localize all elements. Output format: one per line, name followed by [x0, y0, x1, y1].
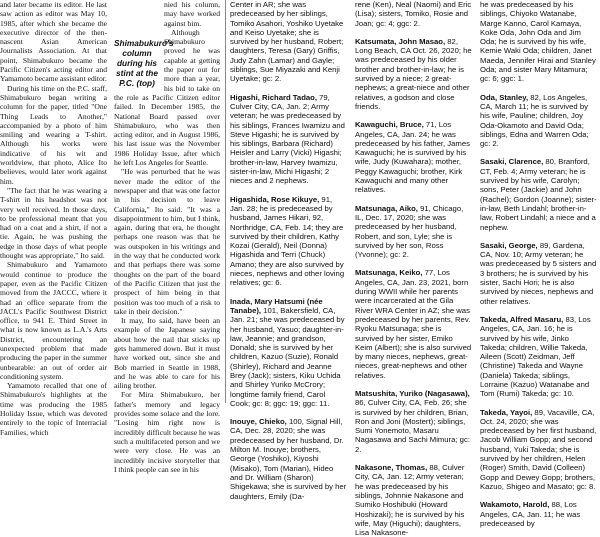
obituary-text: 82, Los Angeles, CA, March 11; he is survived by his wife, Pauline; children, Joy Oda-Okamoto and David Oda; siblings, Edna and Warren Oda; gc: 2.	[480, 92, 589, 149]
obituary-name: Kawaguchi, Bruce,	[355, 120, 424, 130]
photo-caption: Shimabukuro's column during his stint at the P.C. (top)	[114, 38, 174, 88]
obituary-column-1	[230, 0, 347, 501]
obituary-entry	[230, 0, 347, 84]
column-divider	[225, 0, 226, 403]
obituary-entry	[480, 157, 597, 231]
obituary-text: 83, Los Angeles, CA, Jan. 16; he is survived by his wife, Jinko Takeda; children, Willie Takeda, Aileen (Scott) Zeidman, Jeff (Christine) Takeda and Wayne (Daniela) Takeda; siblings, Lorraine (Kazuo) Watanabe and Tom (Rumi) Takeda; gc: 10.	[480, 314, 591, 399]
obituary-text: 89, Vacaville, CA, Oct. 24, 2020; she was predeceased by her first husband, Jacob William Gopp; and second husband, Yuki Takeda; she is survived by her children, Helen (Roger) Smith, David (Colleen) Gopp and Dewey Gopp; brothers, Kazuo, Shigeo and Masato; gc: 8.	[480, 407, 597, 491]
obituary-name: Katsumata, John Masao,	[355, 36, 446, 46]
story-paragraph: It may, Ito said, have been an example of the Japanese saying about how the nail that sticks up gets hammered down. But it must have worked out, since she and Bob married in Seattle in 1988, and he was able to care for his ailing brother.	[114, 316, 220, 391]
obituary-entry	[230, 417, 347, 501]
obituary-text: 91, Jan. 28; he is predeceased by husband, James Hikari, 92, Northridge, CA, Feb. 14; they are survived by their children, Kathy Kozai (Gerald), Neil (Donna) Higashida and Terri (Chuck) Amano; they are also survived by nieces, nephews and other loving relatives; gc: 6.	[230, 194, 345, 288]
story-paragraph: "He was perturbed that he was never made the editor of the newspaper and that was one factor in his decision to leave California," Ito said. "It was a disappointment to him, but I think, again, during that era, he thought perhaps one reason was that he was outspoken in his writings and in the way that he conducted work and that perhaps there was some thoughts on the part of the board of the Pacific Citizen that just the prospect of him being in that position was too much of a risk to take in their decision."	[114, 167, 220, 316]
obituary-name: Higashi, Richard Tadao,	[230, 92, 317, 102]
story-paragraph: Yamamoto recalled that one of Shimabukuro's highlights at the time was producing the 1985 Holiday Issue, which was devoted entirely to the topic of Interracial Families, which	[0, 381, 107, 437]
obituary-entry	[480, 241, 597, 306]
obituary-entry	[355, 0, 472, 28]
story-paragraph: For Mira Shimabukuro, her father's memory and legacy provides some solace and the lore. "Losing him right now is incredibly difficult because he was such a multifaceted person and we were very close. He was an incredibly incisive storyteller that I think people can see in his	[114, 390, 220, 474]
obituary-text: 80, Branford, CT, Feb. 4; Army veteran; he is survived by his wife, Carolyn; sons, Peter (Jackie) and John (Rachel); Gordon (Joanne); sister-in-law, Beth Lindahl; brother-in-law, Robert Lindahl; a niece and a nephew.	[480, 157, 597, 232]
story-paragraph: "The fact that he was wearing a T-shirt in his headshot was not very well received. In those days, to be professional meant that you had on a coat and a shirt, if not a tie. Again, he was pushing the edge in those days of what people thought was appropriate," Ito said.	[0, 185, 107, 261]
obituary-name: Oda, Stanley,	[480, 92, 529, 102]
obituary-text: 100, Signal Hill, CA, Dec. 28, 2020; she was predeceased by her husband, Dr. Milton M. Inouye; brothers, George (Yoshiko), Kiyoshi (Misako), Tom (Marian), Hideo and Dr. William (Sharon) Shigekawa; she is survived by her daughters, Emily (Da-	[230, 417, 347, 501]
obituary-text: 89, Gardena, CA, Nov. 10; Army veteran; he was predeceased by 5 sisters and 3 brothers; he is survived by his sister, Sachi Hori; he is also survived by nieces, nephews and other relatives.	[480, 240, 597, 306]
obituary-text: 88, Culver City, CA, Jan. 12; Army veteran; he was predeceased by his siblings, Johnnie Nakasone and Sumiko Hoshibuki (Howard Hoshizaki); he is survived by his wife, May (Higuchi); daughters, Lisa Nakasone-	[355, 463, 465, 537]
obituary-name: Higashida, Rose Kikuye,	[230, 194, 320, 204]
obituary-name: Matsushita, Yuriko (Nagasawa),	[355, 388, 470, 398]
obituary-text: 88, Los Angeles, CA, Jan. 11; he was predeceased by	[480, 500, 581, 528]
obituary-text: 86, Culver City, CA, Feb. 26; she is survived by her children, Brian, Ron and Joni (Mostert); siblings, Sumi Yonemoto, Masaru Nagasawa and Sachi Mimura; gc: 2.	[355, 398, 470, 454]
obituary-text: 82, Long Beach, CA Oct. 26, 2020; he was predeceased by his older brother and brother-in-law; he is survived by a niece; 2 great-nephews; a great-niece and other relatives, a godson and close friends.	[355, 36, 472, 111]
obituary-entry	[480, 500, 597, 528]
obituary-text: 101, Bakersfield, CA, Jan. 21; she was predeceased by her husband, Yasuo; daughter-in-law, Jeannie; and grandson, Donald; she is survived by her children, Kazuo (Suzie), Ronald (Shirley), Richard and Jeanne Brey (Jack); sisters, Kiku Uchida and Shirley Yuriko McCrory; longtime family friend, Carol Cook; gc: 8; ggc: 19; ggc: 11.	[230, 305, 345, 408]
obituary-entry	[480, 408, 597, 492]
story-paragraph: During his time on the P.C. staff, Shimabukuro began writing a column for the paper, titled "One Thing Leads to Another," accompanied by a photo of him smiling and wearing a T-shirt. Although his works were indicative of his wit and worldview, that photo, Alice Ito believes, would later work against him.	[0, 83, 107, 186]
photo-block	[114, 0, 174, 92]
obituary-name: Takeda, Alfred Masaru,	[480, 314, 564, 324]
story-paragraph: Shimabukuro and Yamamoto would continue to produce the paper, even as the Pacific Citizen moved from the JACCC, where it had an office separate from the JACL's Pacific Southwest District office, to 941 E. Third Street in what is now known as L.A.'s Arts District, encountering an unexpected problem that made producing the paper in the summer unbearable: an out of order air conditioning system.	[0, 260, 107, 381]
obituary-entry	[230, 297, 347, 409]
obituary-name: Inada, Mary Hatsumi (née Tanabe),	[230, 296, 323, 315]
obituary-entry	[480, 0, 597, 84]
obituary-column-3	[480, 0, 597, 528]
obituary-text: 77, Los Angeles, CA, Jan. 23, 2021, born during WWII while her parents were incarcerated at the Gila River WRA Center in AZ; she was predeceased by her parents, Rev. Ryoku Matsunaga; she is survived by her sister, Emiko Keim (Albert); she is also survived by many nieces, nephews, great-nieces, great-nephews and other relatives.	[355, 268, 472, 380]
story-paragraph: Although Shimabukuro proved he was capable at getting the paper out for more than a year, his bid to take on the role as Pacific Citizen editor failed. In December 1985, the National Board passed over Shimabukuro, who was then acting editor, and in August 1986, his last issue was the November 1986 Holiday Issue, after which he left Los Angeles for Seattle.	[114, 27, 220, 168]
story-paragraph: nied his column, may have worked against him.	[164, 0, 220, 28]
obituary-entry	[355, 268, 472, 380]
obituary-text: he was predeceased by his siblings, Chiyoko Watanabe, Marge Kanno, Carol Kamaya, Koke Oda, John Oda and Jim Oda; he is survived by his wife, Kemie Waki Oda; children, Janet Maeda, Jennifer Hirai and Stanley Oda; and sister Mary Mitamura; gc: 6; ggc: 1.	[480, 0, 596, 84]
obituary-entry	[355, 120, 472, 194]
obituary-name: Sasaki, Clarence,	[480, 157, 544, 167]
story-column-2	[114, 0, 220, 474]
obituary-column-2	[355, 0, 472, 537]
obituary-name: Takeda, Yayoi,	[480, 407, 533, 417]
obituary-name: Matsunaga, Keiko,	[355, 268, 423, 278]
obituary-text: 91, Chicago, IL, Dec. 17, 2020; she was predeceased by her husband, Robert, and son, Lyle; she is survived by her son, Ross (Yvonne); gc: 2.	[355, 203, 464, 260]
story-column-1-paragraphs	[0, 0, 107, 437]
obituary-entry	[480, 315, 597, 399]
obituary-name: Nakasone, Thomas,	[355, 463, 428, 473]
obituary-column-1-entries	[230, 0, 347, 501]
obituary-text: Center in AR; she was predeceased by her siblings, Tomiko Asahori, Yoshiko Uyetake and Keiso Uyetake; she is survived by her husband, Robert; daughters, Teresa (Gary) Griffis, Judy Zahn (Lamar) and Gayle; siblings, Sue Miyazaki and Kenji Uyetake; gc: 2.	[230, 0, 344, 84]
obituary-entry	[230, 93, 347, 186]
obituary-entry	[355, 463, 472, 537]
obituary-entry	[355, 204, 472, 260]
obituary-text: 71, Los Angeles, CA, Jan. 24; he was predeceased by his father, James Kawaguchi; he is survived by his wife, Judy (Kuwahara); mother, Peggy Kawaguchi; brother, Kirk Kawaguchi and many other relatives.	[355, 120, 470, 195]
obituary-column-3-entries	[480, 0, 597, 528]
obituary-name: Inouye, Chieko,	[230, 417, 287, 427]
obituary-name: Matsunaga, Aiko,	[355, 203, 418, 213]
obituary-column-2-entries	[355, 0, 472, 537]
story-paragraph: and later became its editor. He last saw action as editor was May 10, 1985, after which she became the executive director of the then-nascent Asian American Journalists Association. At that point, Shimabukuro became the Pacific Citizen's acting editor and Yamamoto became assistant editor.	[0, 0, 107, 84]
obituary-name: Wakamoto, Harold,	[480, 500, 550, 510]
obituary-entry	[355, 37, 472, 111]
story-column-1	[0, 0, 107, 437]
obituary-entry	[355, 389, 472, 454]
obituary-name: Sasaki, George,	[480, 240, 538, 250]
obituary-entry	[480, 93, 597, 149]
obituary-text: 79, Culver City, CA, Jan. 2; Army veteran; he was predeceased by his siblings, Frances Iwamizu and Steve Higashi; he is survived by his siblings, Barbara (Richard) Heisler and Larry (Vicki) Higashi; brother-in-law, Harvey Iwamizu, sister-in-law, Michi Higashi; 2 nieces and 2 nephews.	[230, 92, 345, 186]
obituary-text: rene (Ken), Neal (Naomi) and Eric (Lisa); sisters, Tomiko, Rosie and Joan; gc: 4; ggc: 2.	[355, 0, 472, 28]
obituary-entry	[230, 195, 347, 288]
